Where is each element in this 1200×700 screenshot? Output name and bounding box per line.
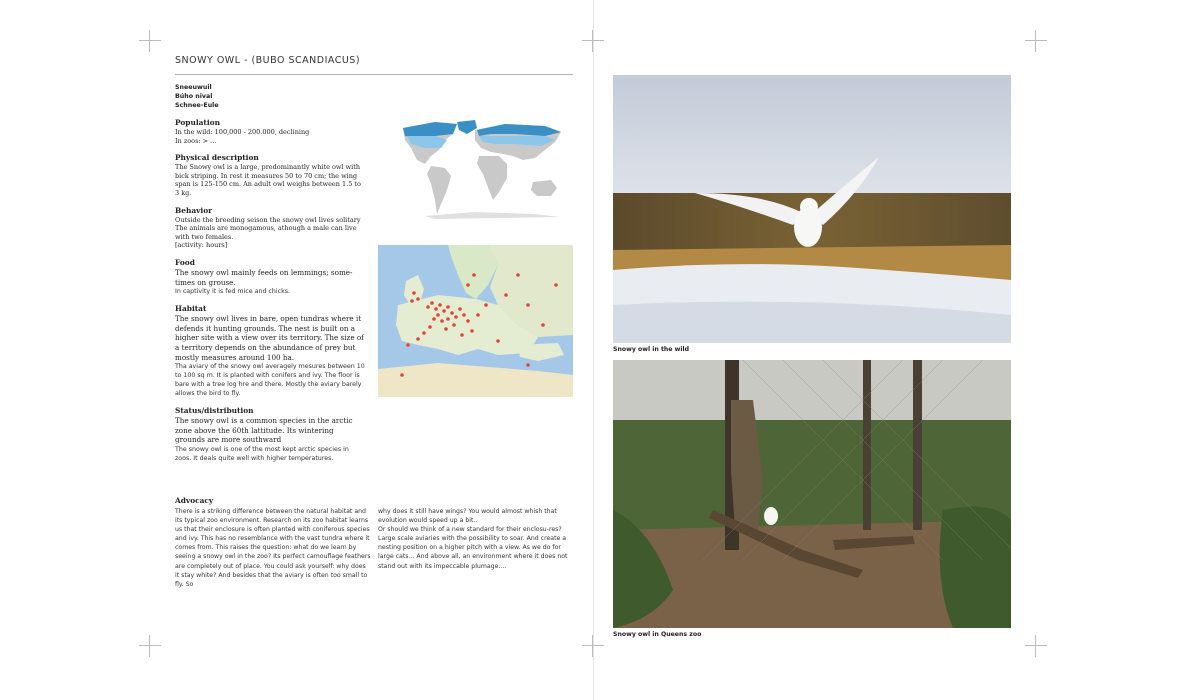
crop-mark (139, 635, 161, 657)
zoo-pin (410, 299, 414, 303)
advocacy-column-1: There is a striking difference between the natural habitat and its typical zoo environment. Research on its zoo habitat learns us that their enclosure is often planted with coniferous species and ivy. This has no resemblance with the vast tundra where it comes from. This raises the question: what do we learn by seeing a snowy owl in the zoo? Its perfect camouflage feathers are completely out of place. You could ask yourself: why does it stay white? And besides that the aviary is often too small to fly. So (175, 508, 371, 588)
habitat-section (175, 304, 365, 398)
photo-owl-wild (613, 75, 1011, 343)
zoo-pin (472, 273, 476, 277)
australia-shape (531, 180, 557, 196)
fact-column (175, 118, 365, 471)
advocacy-column-2 (378, 507, 573, 571)
zoo-pin (426, 305, 430, 309)
habitat-text: The snowy owl lives in bare, open tundras where it defends it hunting grounds. The nest is built on a higher site with a view over its territory. The size of a territory depends on the abundance of prey but mostly measures around 100 ha. (175, 314, 364, 362)
crop-mark (139, 30, 161, 52)
zoo-pin (416, 297, 420, 301)
crop-mark (582, 30, 604, 52)
owl-head (800, 198, 818, 216)
common-names (175, 83, 219, 110)
food-section (175, 258, 365, 296)
zoo-pin (434, 307, 438, 311)
zoo-pin (436, 313, 440, 317)
zoo-pin (496, 339, 500, 343)
population-zoos: In zoos: > ... (175, 136, 217, 145)
behavior-activity: [activity: hours] (175, 241, 228, 250)
behavior-heading: Behavior (175, 205, 213, 215)
caption-wild: Snowy owl in the wild (613, 346, 690, 353)
advocacy-heading: Advocacy (175, 496, 214, 505)
zoo-pin (428, 325, 432, 329)
status-section (175, 406, 365, 463)
zoo-pin (460, 333, 464, 337)
antarctica-shape (425, 212, 560, 219)
population-heading: Population (175, 118, 220, 127)
behavior-section (175, 206, 365, 250)
zoo-pin (430, 301, 434, 305)
zoo-pin (432, 317, 436, 321)
population-section (175, 118, 365, 145)
africa-shape (477, 156, 507, 200)
page-title: SNOWY OWL - (BUBO SCANDIACUS) (175, 55, 361, 66)
zoo-pin (526, 363, 530, 367)
zoo-pin (416, 337, 420, 341)
world-range-map (395, 120, 565, 220)
advocacy-para-1: why does it still have wings? You would almost whish that evolution would speed up a bit.. (378, 508, 557, 525)
tree-trunk (863, 360, 871, 530)
zoo-pin (466, 319, 470, 323)
photo-owl-zoo (613, 360, 1011, 628)
zoo-pin (452, 323, 456, 327)
food-heading: Food (175, 257, 195, 267)
status-heading: Status/distribution (175, 406, 254, 416)
zoo-pin (400, 373, 404, 377)
zoo-pin (446, 305, 450, 309)
status-text: The snowy owl is a common species in the arctic zone above the 60th lattitude. Its wintering grounds are more southward (175, 416, 353, 445)
zoo-pin (554, 283, 558, 287)
habitat-heading: Habitat (175, 304, 207, 314)
habitat-aviary: Tha aviary of the snowy owl averagely mesures between 10 to 100 sq m. It is planted with conifers and ivy. The floor is bare with a tree log hre and there. Mostly the aviary barely allows the bird to fly. (175, 363, 365, 398)
zoo-pin (450, 311, 454, 315)
zoo-pin (438, 303, 442, 307)
food-text: The snowy owl mainly feeds on lemmings; some-times on grouse. (175, 267, 353, 287)
eurasia-range (477, 124, 561, 136)
physical-section (175, 153, 365, 197)
zoo-pin (412, 291, 416, 295)
zoo-pin (526, 303, 530, 307)
advocacy-para-2: Or should we think of a new standard for their enclosu-res? Large scale aviaries with the possibility to soar. And create a nesting position on a higher pitch with a view. As we do for large cats... And above all, an environment where it does not stand out with its impeccable plumage.... (378, 526, 568, 570)
physical-text: The Snowy owl is a large, predominantly white owl with bick striping. In rest it measures 50 to 70 cm; the wing span is 125-150 cm. An adult owl weighs between 1.5 to 3 kg. (175, 163, 361, 197)
south-america-shape (427, 166, 451, 214)
name-spanish: Búho nival (175, 93, 213, 100)
zoo-pin (476, 313, 480, 317)
name-german: Schnee-Eule (175, 102, 219, 109)
zoo-pin (442, 309, 446, 313)
sitting-owl (764, 507, 778, 525)
zoo-pin (440, 319, 444, 323)
zoo-pin (458, 307, 462, 311)
sky (613, 75, 1011, 200)
zoo-pin (454, 315, 458, 319)
zoo-pin (504, 293, 508, 297)
zoo-pin (422, 331, 426, 335)
name-dutch: Sneeuwuil (175, 84, 212, 91)
crop-mark (1025, 30, 1047, 52)
food-captivity: In captivity it is fed mice and chicks. (175, 288, 291, 296)
zoo-pin (541, 323, 545, 327)
zoo-pin (484, 303, 488, 307)
ivy-foreground-right (940, 507, 1011, 628)
crop-mark (1025, 635, 1047, 657)
title-rule (175, 74, 573, 75)
greenland-shape (457, 120, 477, 134)
zoo-pin (406, 343, 410, 347)
zoo-pin (446, 317, 450, 321)
zoo-pin (516, 273, 520, 277)
physical-heading: Physical description (175, 153, 259, 163)
zoo-pin (462, 313, 466, 317)
page-spine (593, 0, 594, 700)
caption-zoo: Snowy owl in Queens zoo (613, 631, 702, 638)
behavior-text: Outside the breeding seison the snowy owl lives solitary The animals are monogamous, athough a male can live with two females. (175, 215, 361, 241)
zoo-pin (444, 327, 448, 331)
crop-mark (582, 635, 604, 657)
zoo-pin (466, 283, 470, 287)
europe-zoo-map (378, 245, 573, 397)
zoo-pin (470, 329, 474, 333)
population-wild: In the wild: 100,000 - 200.000, declining (175, 128, 310, 136)
status-zoos: The snowy owl is one of the most kept arctic species in zoos. It deals quite well with higher temperatures. (175, 445, 349, 462)
